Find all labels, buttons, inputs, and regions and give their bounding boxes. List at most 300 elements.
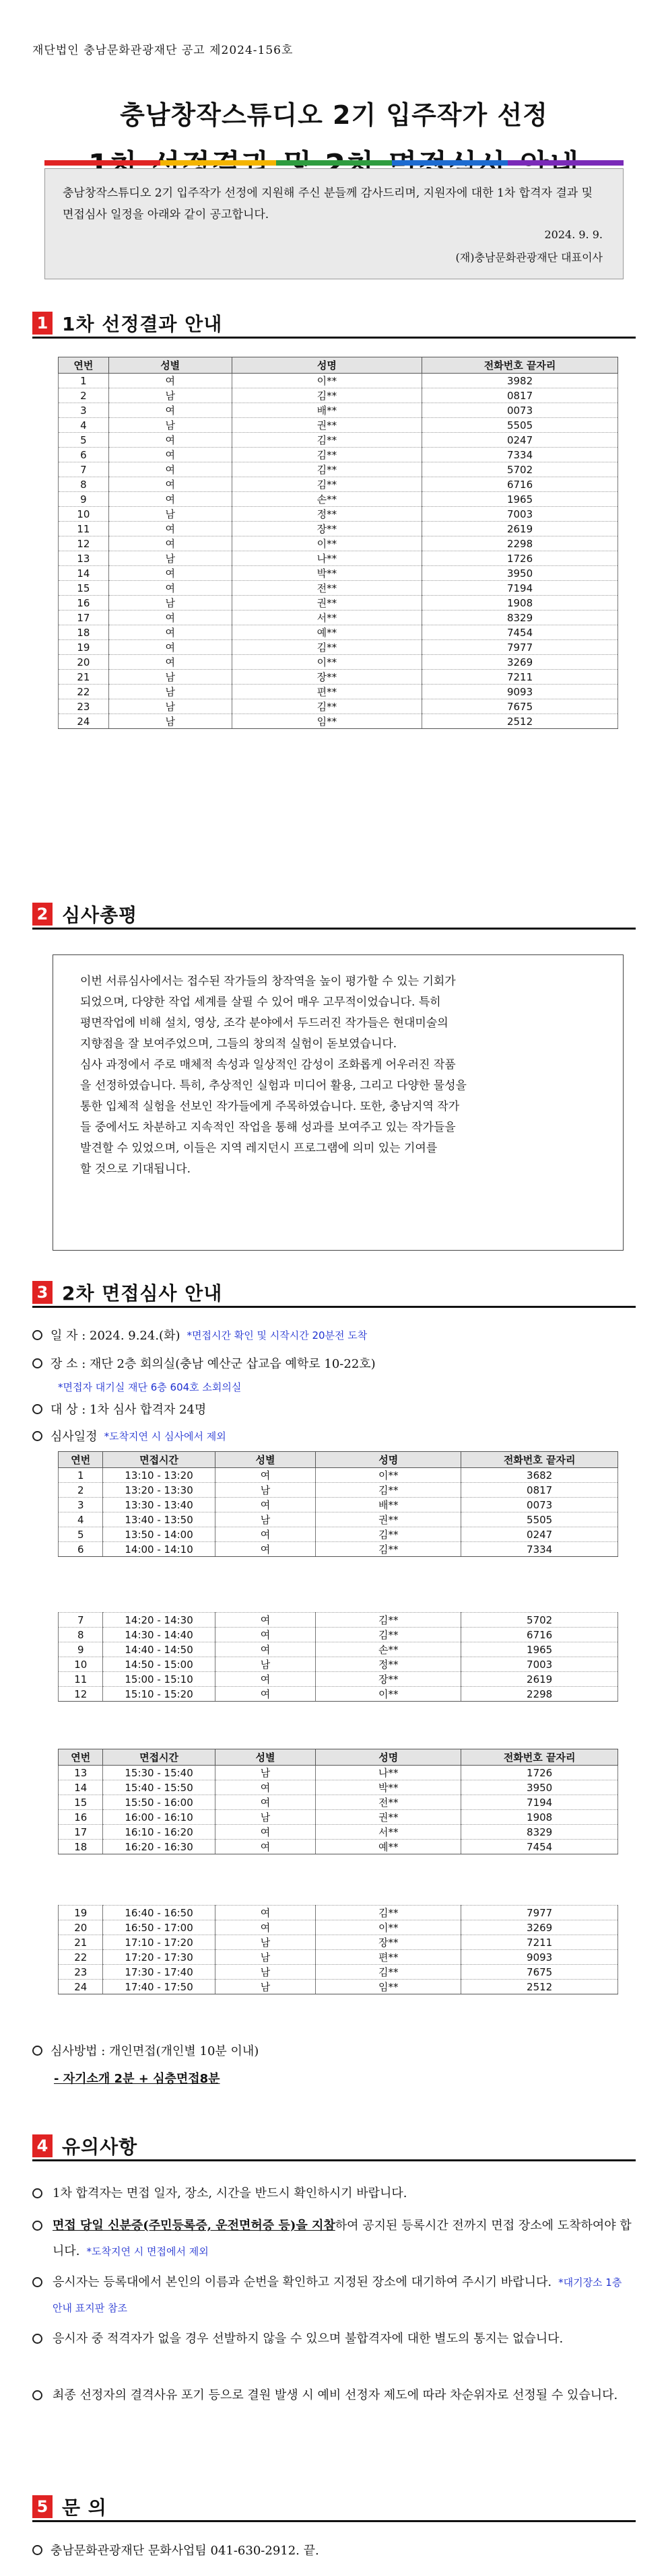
section1-title: 1차 선정결과 안내	[62, 313, 223, 335]
table-cell: 여	[108, 448, 232, 462]
table-cell: 2	[59, 1483, 103, 1498]
section1-heading	[32, 310, 222, 337]
table-row	[59, 492, 618, 507]
table-row	[59, 625, 618, 640]
interview-place-label: 장 소 : 재단 2층 회의실(충남 예산군 삽교읍 예학로 10-22호)	[51, 1357, 376, 1371]
table-cell: 5	[59, 1527, 103, 1542]
rainbow-segment	[160, 160, 276, 166]
table-cell: 이**	[316, 1687, 461, 1702]
interview-target	[32, 1400, 206, 1418]
table-cell: 6716	[422, 477, 618, 492]
section1-number: 1	[32, 312, 53, 335]
table-cell: 16:20 - 16:30	[103, 1840, 215, 1854]
intro-signer: (재)충남문화관광재단 대표이사	[455, 251, 603, 264]
schedule-table-4	[58, 1905, 618, 1994]
table-cell: 여	[215, 1920, 316, 1935]
caution-note: *대기장소 1층 안내 표지판 참조	[53, 2276, 622, 2314]
table-row	[59, 1687, 618, 1702]
table-row	[59, 1810, 618, 1825]
table-cell: 7454	[461, 1840, 618, 1854]
table-cell: 여	[215, 1795, 316, 1810]
table-cell: 3269	[461, 1920, 618, 1935]
table-cell: 18	[59, 625, 109, 640]
table-cell: 14:50 - 15:00	[103, 1657, 215, 1672]
table-row	[59, 1657, 618, 1672]
section2-title: 심사총평	[62, 904, 138, 926]
caution-item	[32, 2181, 632, 2206]
table-cell: 14:00 - 14:10	[103, 1542, 215, 1557]
section2-number: 2	[32, 903, 53, 926]
table-cell: 이**	[232, 536, 422, 551]
table-cell: 13:30 - 13:40	[103, 1498, 215, 1512]
table-cell: 1	[59, 1468, 103, 1483]
bullet-circle-icon	[32, 2334, 42, 2344]
interview-date-label: 일 자 : 2024. 9.24.(화)	[51, 1329, 180, 1343]
table-cell: 16:40 - 16:50	[103, 1906, 215, 1920]
intro-date: 2024. 9. 9.	[544, 228, 603, 241]
table-cell: 여	[215, 1687, 316, 1702]
table-cell: 8329	[461, 1825, 618, 1840]
table-cell: 남	[108, 699, 232, 714]
rainbow-segment	[392, 160, 508, 166]
table-row	[59, 1483, 618, 1498]
table-cell: 서**	[232, 611, 422, 625]
bullet-circle-icon	[32, 1404, 42, 1414]
table-cell: 15	[59, 1795, 103, 1810]
schedule-table-3	[58, 1749, 618, 1854]
table-cell: 남	[108, 418, 232, 433]
caution-emphasis: 면접 당일 신분증(주민등록증, 운전면허증 등)을 지참	[53, 2219, 335, 2233]
review-line: 을 선정하였습니다. 특히, 추상적인 실험과 미디어 활용, 그리고 다양한 물성을	[80, 1079, 467, 1092]
table-cell: 7977	[461, 1906, 618, 1920]
table-cell: 정**	[316, 1657, 461, 1672]
table-row	[59, 418, 618, 433]
table-cell: 남	[215, 1766, 316, 1780]
table-row	[59, 640, 618, 655]
table-cell: 여	[215, 1840, 316, 1854]
interview-target-label: 대 상 : 1차 심사 합격자 24명	[51, 1403, 207, 1417]
table-cell: 0247	[461, 1527, 618, 1542]
table-cell: 15:40 - 15:50	[103, 1780, 215, 1795]
table-cell: 김**	[232, 388, 422, 403]
interview-schedule-note: *도착지연 시 심사에서 제외	[104, 1430, 226, 1442]
table-row	[59, 1950, 618, 1965]
table-cell: 6	[59, 1542, 103, 1557]
caution-item	[32, 2383, 632, 2408]
table-cell: 박**	[316, 1780, 461, 1795]
table-cell: 5	[59, 433, 109, 448]
table-cell: 여	[215, 1906, 316, 1920]
table-row	[59, 507, 618, 522]
table-cell: 2619	[461, 1672, 618, 1687]
table-cell: 장**	[316, 1672, 461, 1687]
table-row	[59, 1795, 618, 1810]
bullet-circle-icon	[32, 1358, 42, 1368]
table-cell: 서**	[316, 1825, 461, 1840]
interview-place-note: *면접자 대기실 재단 6층 604호 소회의실	[58, 1381, 242, 1393]
table-cell: 여	[108, 522, 232, 536]
column-header: 전화번호 끝자리	[461, 1749, 618, 1766]
interview-schedule-label: 심사일정	[51, 1430, 98, 1444]
table-row	[59, 522, 618, 536]
table-cell: 남	[108, 596, 232, 611]
table-header-row	[59, 357, 618, 374]
table-cell: 3269	[422, 655, 618, 670]
bullet-circle-icon	[32, 2188, 42, 2198]
table-row	[59, 685, 618, 699]
column-header: 연번	[59, 357, 109, 374]
bullet-circle-icon	[32, 2390, 42, 2400]
table-cell: 정**	[232, 507, 422, 522]
intro-box	[44, 168, 624, 279]
caution-item	[32, 2326, 632, 2352]
intro-text: 충남창작스튜디오 2기 입주작가 선정에 지원해 주신 분들께 감사드리며, 지원자에 대한 1차 합격자 결과 및 면접심사 일정을 아래와 같이 공고합니다.	[63, 186, 593, 221]
table-cell: 여	[108, 536, 232, 551]
table-cell: 여	[215, 1642, 316, 1657]
table-row	[59, 1527, 618, 1542]
table-cell: 남	[215, 1483, 316, 1498]
table-cell: 16:10 - 16:20	[103, 1825, 215, 1840]
table-cell: 17	[59, 1825, 103, 1840]
interview-method-label: 심사방법 : 개인면접(개인별 10분 이내)	[51, 2044, 259, 2058]
table-cell: 여	[215, 1498, 316, 1512]
table-row	[59, 388, 618, 403]
caution-item	[32, 2213, 632, 2264]
table-cell: 여	[108, 403, 232, 418]
table-cell: 1965	[422, 492, 618, 507]
table-row	[59, 1468, 618, 1483]
table-cell: 여	[215, 1527, 316, 1542]
table-cell: 예**	[232, 625, 422, 640]
section3-title: 2차 면접심사 안내	[62, 1282, 223, 1304]
table-cell: 남	[215, 1965, 316, 1980]
table-cell: 여	[108, 625, 232, 640]
table-cell: 6716	[461, 1628, 618, 1642]
table-row	[59, 611, 618, 625]
table-cell: 5702	[461, 1613, 618, 1628]
table-row	[59, 551, 618, 566]
table-row	[59, 374, 618, 388]
table-cell: 남	[215, 1810, 316, 1825]
table-cell: 1908	[422, 596, 618, 611]
table-cell: 권**	[232, 418, 422, 433]
table-cell: 14:30 - 14:40	[103, 1628, 215, 1642]
table-cell: 이**	[316, 1468, 461, 1483]
table-row	[59, 1498, 618, 1512]
table-cell: 김**	[316, 1906, 461, 1920]
table-cell: 15:00 - 15:10	[103, 1672, 215, 1687]
table-cell: 김**	[316, 1613, 461, 1628]
table-cell: 0247	[422, 433, 618, 448]
table-cell: 김**	[316, 1965, 461, 1980]
table-cell: 24	[59, 1980, 103, 1994]
column-header: 성명	[316, 1452, 461, 1468]
table-cell: 21	[59, 1935, 103, 1950]
table-cell: 여	[108, 640, 232, 655]
table-cell: 3	[59, 403, 109, 418]
table-cell: 19	[59, 1906, 103, 1920]
contact-line	[32, 2541, 319, 2558]
table-row	[59, 1965, 618, 1980]
table-cell: 김**	[232, 699, 422, 714]
table-cell: 여	[108, 374, 232, 388]
table-cell: 편**	[316, 1950, 461, 1965]
table-row	[59, 1542, 618, 1557]
table-cell: 여	[108, 462, 232, 477]
table-cell: 16	[59, 1810, 103, 1825]
table-cell: 권**	[316, 1512, 461, 1527]
table-cell: 15:10 - 15:20	[103, 1687, 215, 1702]
table-row	[59, 1825, 618, 1840]
table-cell: 1726	[422, 551, 618, 566]
table-cell: 21	[59, 670, 109, 685]
table-cell: 7334	[461, 1542, 618, 1557]
section4-number: 4	[32, 2134, 53, 2157]
table-row	[59, 1512, 618, 1527]
table-cell: 여	[215, 1780, 316, 1795]
interview-place	[32, 1354, 376, 1372]
review-line: 지향점을 잘 보여주었으며, 그들의 창의적 실험이 돋보였습니다.	[80, 1037, 397, 1051]
section3-rule	[32, 1306, 636, 1308]
table-cell: 13:10 - 13:20	[103, 1468, 215, 1483]
table-row	[59, 1840, 618, 1854]
table-cell: 5505	[461, 1512, 618, 1527]
table-cell: 7	[59, 462, 109, 477]
table-cell: 손**	[232, 492, 422, 507]
interview-method-detail: - 자기소개 2분 + 심층면접8분	[54, 2072, 220, 2086]
table-cell: 4	[59, 1512, 103, 1527]
column-header: 연번	[59, 1452, 103, 1468]
table-cell: 남	[108, 685, 232, 699]
table-cell: 박**	[232, 566, 422, 581]
table-cell: 15:50 - 16:00	[103, 1795, 215, 1810]
table-cell: 10	[59, 507, 109, 522]
table-cell: 김**	[232, 640, 422, 655]
table-cell: 남	[108, 551, 232, 566]
table-cell: 17	[59, 611, 109, 625]
table-row	[59, 477, 618, 492]
table-cell: 여	[108, 492, 232, 507]
table-cell: 남	[215, 1935, 316, 1950]
interview-method	[32, 2042, 259, 2059]
table-cell: 7454	[422, 625, 618, 640]
table-row	[59, 1780, 618, 1795]
table-cell: 여	[215, 1628, 316, 1642]
column-header: 면접시간	[103, 1452, 215, 1468]
table-cell: 김**	[232, 448, 422, 462]
table-cell: 김**	[232, 462, 422, 477]
table-cell: 2298	[422, 536, 618, 551]
table-cell: 9093	[422, 685, 618, 699]
table-cell: 남	[108, 507, 232, 522]
table-cell: 12	[59, 1687, 103, 1702]
table-cell: 임**	[232, 714, 422, 729]
section4-heading	[32, 2132, 137, 2159]
table-cell: 16:00 - 16:10	[103, 1810, 215, 1825]
table-cell: 24	[59, 714, 109, 729]
review-line: 할 것으로 기대됩니다.	[80, 1162, 191, 1176]
review-line: 통한 입체적 실험을 선보인 작가들에게 주목하였습니다. 또한, 충남지역 작가	[80, 1100, 460, 1113]
table-cell: 1	[59, 374, 109, 388]
schedule-table-2	[58, 1612, 618, 1702]
table-cell: 예**	[316, 1840, 461, 1854]
table-cell: 2298	[461, 1687, 618, 1702]
section5-rule	[32, 2520, 636, 2522]
table-cell: 남	[215, 1950, 316, 1965]
table-cell: 14	[59, 566, 109, 581]
table-cell: 7211	[422, 670, 618, 685]
table-cell: 9	[59, 1642, 103, 1657]
table-cell: 김**	[316, 1527, 461, 1542]
table-cell: 9093	[461, 1950, 618, 1965]
table-cell: 7194	[422, 581, 618, 596]
table-cell: 2512	[422, 714, 618, 729]
table-cell: 이**	[232, 655, 422, 670]
bullet-circle-icon	[32, 1330, 42, 1340]
table-header-row	[59, 1452, 618, 1468]
table-cell: 2619	[422, 522, 618, 536]
table-cell: 0817	[461, 1483, 618, 1498]
caution-text: 1차 합격자는 면접 일자, 장소, 시간을 반드시 확인하시기 바랍니다.	[53, 2186, 407, 2200]
table-cell: 1908	[461, 1810, 618, 1825]
caution-text: 응시자는 등록대에서 본인의 이름과 순번을 확인하고 지정된 장소에 대기하여 주시기 바랍니다.	[53, 2275, 552, 2289]
page-title-line1: 충남창작스튜디오 2기 입주작가 선정	[120, 100, 548, 130]
table-cell: 전**	[316, 1795, 461, 1810]
table-cell: 23	[59, 1965, 103, 1980]
table-cell: 20	[59, 655, 109, 670]
table-cell: 18	[59, 1840, 103, 1854]
bullet-circle-icon	[32, 2221, 42, 2231]
table-row	[59, 714, 618, 729]
table-row	[59, 699, 618, 714]
table-row	[59, 596, 618, 611]
interview-date-note: *면접시간 확인 및 시작시간 20분전 도착	[187, 1329, 368, 1342]
table-cell: 11	[59, 1672, 103, 1687]
table-row	[59, 462, 618, 477]
table-cell: 김**	[232, 477, 422, 492]
table-cell: 남	[215, 1657, 316, 1672]
bullet-circle-icon	[32, 2046, 42, 2056]
schedule-table-1	[58, 1451, 618, 1557]
table-cell: 남	[215, 1512, 316, 1527]
table-row	[59, 670, 618, 685]
table-cell: 17:30 - 17:40	[103, 1965, 215, 1980]
section5-number: 5	[32, 2495, 53, 2518]
table-cell: 11	[59, 522, 109, 536]
table-cell: 김**	[232, 433, 422, 448]
table-cell: 여	[215, 1613, 316, 1628]
table-cell: 이**	[316, 1920, 461, 1935]
table-cell: 장**	[232, 670, 422, 685]
table-cell: 17:10 - 17:20	[103, 1935, 215, 1950]
table-cell: 13:20 - 13:30	[103, 1483, 215, 1498]
table-cell: 10	[59, 1657, 103, 1672]
table-cell: 여	[108, 655, 232, 670]
table-cell: 7675	[422, 699, 618, 714]
section2-rule	[32, 928, 636, 930]
table-cell: 7003	[461, 1657, 618, 1672]
result-table	[58, 357, 618, 729]
table-row	[59, 1672, 618, 1687]
review-line: 평면작업에 비해 설치, 영상, 조각 분야에서 두드러진 작가들은 현대미술의	[80, 1016, 448, 1030]
column-header: 성명	[232, 357, 422, 374]
table-cell: 손**	[316, 1642, 461, 1657]
section2-heading	[32, 901, 137, 928]
column-header: 연번	[59, 1749, 103, 1766]
table-cell: 전**	[232, 581, 422, 596]
table-cell: 7003	[422, 507, 618, 522]
table-cell: 7334	[422, 448, 618, 462]
section3-number: 3	[32, 1281, 53, 1304]
table-row	[59, 1935, 618, 1950]
bullet-circle-icon	[32, 1431, 42, 1441]
review-line: 발견할 수 있었으며, 이들은 지역 레지던시 프로그램에 의미 있는 기여를	[80, 1142, 438, 1155]
table-cell: 임**	[316, 1980, 461, 1994]
table-cell: 8	[59, 477, 109, 492]
table-row	[59, 1766, 618, 1780]
table-cell: 남	[108, 388, 232, 403]
table-cell: 19	[59, 640, 109, 655]
table-cell: 나**	[232, 551, 422, 566]
caution-text: 응시자 중 적격자가 없을 경우 선발하지 않을 수 있으며 불합격자에 대한 별도의 통지는 없습니다.	[53, 2332, 564, 2346]
table-cell: 14:40 - 14:50	[103, 1642, 215, 1657]
rainbow-segment	[508, 160, 624, 166]
table-cell: 3682	[461, 1468, 618, 1483]
table-cell: 8329	[422, 611, 618, 625]
section1-rule	[32, 337, 636, 339]
table-cell: 여	[108, 611, 232, 625]
table-row	[59, 581, 618, 596]
table-cell: 7	[59, 1613, 103, 1628]
table-cell: 남	[215, 1980, 316, 1994]
interview-schedule	[32, 1427, 226, 1444]
column-header: 성별	[108, 357, 232, 374]
table-cell: 5505	[422, 418, 618, 433]
interview-date	[32, 1326, 367, 1344]
rainbow-segment	[276, 160, 392, 166]
table-cell: 4	[59, 418, 109, 433]
table-cell: 편**	[232, 685, 422, 699]
table-cell: 0073	[461, 1498, 618, 1512]
table-cell: 16	[59, 596, 109, 611]
section4-title: 유의사항	[62, 2136, 138, 2158]
table-cell: 여	[215, 1542, 316, 1557]
table-cell: 16:50 - 17:00	[103, 1920, 215, 1935]
table-cell: 7675	[461, 1965, 618, 1980]
caution-text: 하여 공지된 등록시간 전까지 면접 장소에 도착하여야 합니다.	[53, 2219, 632, 2258]
table-row	[59, 1613, 618, 1628]
table-cell: 14:20 - 14:30	[103, 1613, 215, 1628]
table-cell: 3982	[422, 374, 618, 388]
table-cell: 14	[59, 1780, 103, 1795]
column-header: 성명	[316, 1749, 461, 1766]
review-line: 심사 과정에서 주로 매체적 속성과 일상적인 감성이 조화롭게 어우러진 작품	[80, 1058, 456, 1072]
table-cell: 17:20 - 17:30	[103, 1950, 215, 1965]
table-cell: 이**	[232, 374, 422, 388]
table-cell: 김**	[316, 1628, 461, 1642]
review-line: 이번 서류심사에서는 접수된 작가들의 창작역을 높이 평가할 수 있는 기회가	[80, 975, 456, 988]
table-cell: 7194	[461, 1795, 618, 1810]
table-row	[59, 566, 618, 581]
section5-title: 문 의	[62, 2497, 107, 2519]
section3-heading	[32, 1279, 222, 1306]
table-cell: 7211	[461, 1935, 618, 1950]
table-row	[59, 1628, 618, 1642]
caution-note: *도착지연 시 면접에서 제외	[86, 2246, 209, 2258]
table-cell: 여	[215, 1672, 316, 1687]
column-header: 전화번호 끝자리	[461, 1452, 618, 1468]
table-cell: 3	[59, 1498, 103, 1512]
